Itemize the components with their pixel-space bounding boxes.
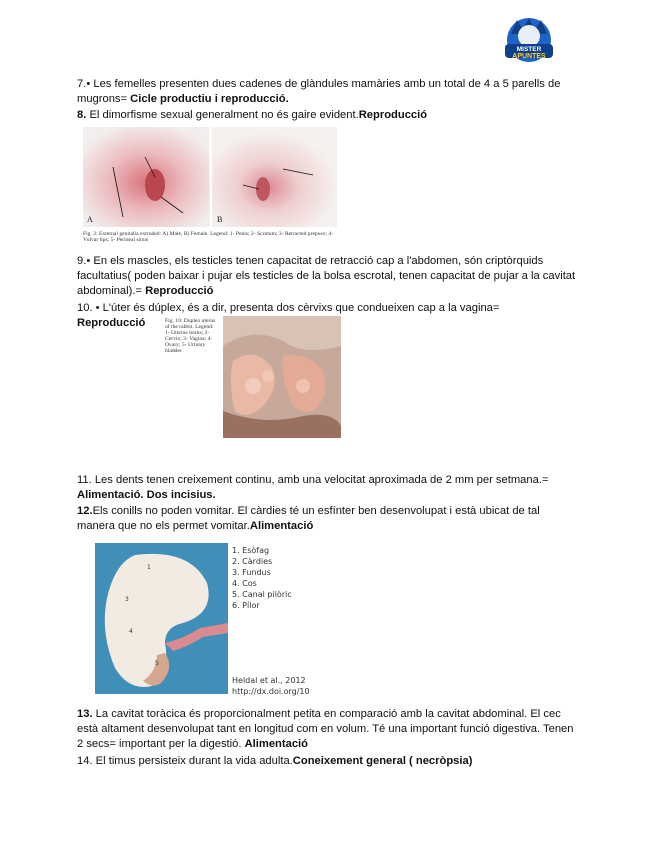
legend-item: 5. Canal pilòric (232, 590, 292, 599)
reference-doi: http://dx.doi.org/10 (232, 687, 310, 696)
paragraph-7: 7.• Les femelles presenten dues cadenes de glàndules mamàries amb un total de 4 a 5 parells de mugrons= Cicle productiu i reproducció. (77, 78, 561, 105)
svg-text:1: 1 (147, 564, 151, 571)
svg-text:3: 3 (125, 596, 129, 603)
stomach-photo (95, 543, 228, 694)
legend-item: 6. Pílor (232, 601, 260, 610)
photo-label-b: B (217, 215, 223, 224)
paragraph-12: 12.Els conills no poden vomitar. El càrdies té un esfínter ben desenvolupat i està ubicat de tal manera que no els permet vomitar.Alimentació (77, 505, 540, 532)
uterus-caption: Fig. 10: Duplex uterus of the rabbit. Legend: 1- Uterine horns; 2- Cervix; 3- Vagina; 4- Ovary; 5- Urinary bladder (165, 318, 216, 354)
paragraph-10: 10. • L'úter és dúplex, és a dir, presenta dos cèrvixs que condueixen cap a la vagina= Reproducció (77, 302, 500, 329)
stomach-reference (232, 675, 310, 697)
genitalia-caption: Fig. 2: External genitalia extruded: A) Male, B) Female. Legend: 1- Penis; 2- Scrotum; 3- Retracted prepuce; 4- Vulvar lips; 5- Perineal sinus (83, 231, 334, 243)
uterus-photo (223, 316, 341, 438)
legend-item: 4. Cos (232, 579, 257, 588)
svg-text:4: 4 (129, 628, 133, 635)
logo-line2: APUNTES (512, 53, 546, 60)
stomach-legend (232, 545, 292, 611)
paragraph-13: 13. La cavitat toràcica és proporcionalment petita en comparació amb la cavitat abdominal. El cec està altament desenvolupat tant en longitud com en volum. Té una important funció digestiva. Tenen 2 secs= important per la digestió. Alimentació (77, 708, 574, 750)
reference-author: Heldal et al., 2012 (232, 676, 306, 685)
paragraph-8: 8. El dimorfisme sexual generalment no és gaire evident.Reproducció (77, 109, 428, 121)
logo-line1: MISTER (516, 46, 542, 53)
legend-item: 1. Esòfag (232, 546, 270, 555)
paragraph-11: 11. Les dents tenen creixement continu, amb una velocitat aproximada de 2 mm per setmana.= Alimentació. Dos incisius. (77, 474, 549, 501)
mister-apuntes-logo (499, 12, 559, 72)
genitalia-photo (83, 127, 337, 227)
paragraph-9: 9.• En els mascles, els testicles tenen capacitat de retracció cap a l'abdomen, són criptòrquids facultatius( poden baixar i pujar els testicles de la bolsa escrotal, tenen capacitat de pujar a la cavitat abdominal).= Reproducció (77, 255, 576, 297)
photo-label-a: A (87, 215, 93, 224)
svg-text:5: 5 (155, 660, 159, 667)
legend-item: 2. Càrdies (232, 557, 273, 566)
legend-item: 3. Fundus (232, 568, 271, 577)
paragraph-14: 14. El timus persisteix durant la vida adulta.Coneixement general ( necròpsia) (77, 755, 473, 767)
